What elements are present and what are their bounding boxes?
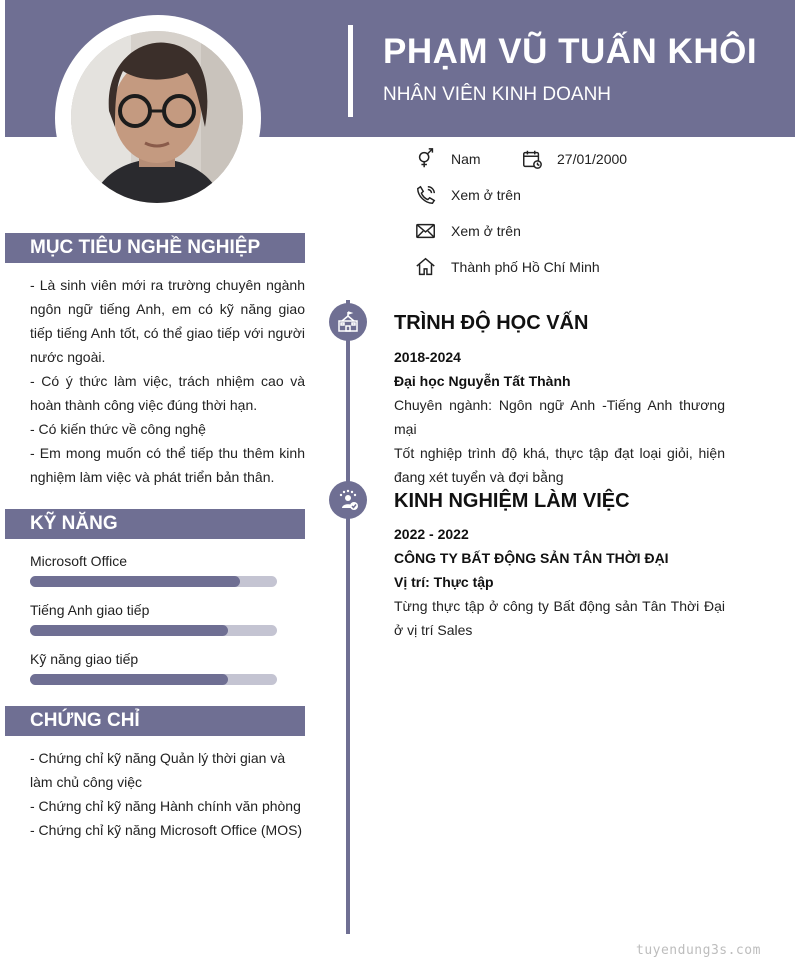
objective-text — [30, 273, 305, 489]
skill-bar — [30, 576, 277, 587]
education-school: Đại học Nguyễn Tất Thành — [394, 373, 571, 389]
education-heading: TRÌNH ĐỘ HỌC VẤN — [394, 312, 589, 334]
objective-line: - Có ý thức làm việc, trách nhiệm cao và hoàn thành công việc đúng thời hạn. — [30, 373, 305, 413]
skill-label: Tiếng Anh giao tiếp — [30, 602, 150, 618]
timeline-line — [346, 300, 350, 934]
school-icon — [329, 303, 367, 341]
job-title: NHÂN VIÊN KINH DOANH — [383, 84, 612, 105]
experience-details — [394, 522, 725, 642]
avatar-photo — [71, 31, 243, 203]
avatar — [71, 31, 243, 203]
skill-bar — [30, 674, 277, 685]
certificates-text — [30, 746, 305, 842]
contact-phone — [415, 184, 521, 206]
certificates-heading: CHỨNG CHỈ — [5, 706, 305, 736]
education-note: Tốt nghiệp trình độ khá, thực tập đạt loại giỏi, hiện đang xét tuyển và đợi bằng — [394, 445, 725, 485]
team-icon — [329, 481, 367, 519]
skill-bar-fill — [30, 674, 228, 685]
education-details — [394, 345, 725, 489]
watermark: tuyendung3s.com — [636, 943, 761, 958]
gender-icon — [415, 148, 437, 170]
education-major: Chuyên ngành: Ngôn ngữ Anh -Tiếng Anh thương mại — [394, 397, 725, 437]
objective-line: - Có kiến thức về công nghệ — [30, 421, 206, 437]
phone-icon — [415, 184, 437, 206]
objective-line: - Là sinh viên mới ra trường chuyên ngành ngôn ngữ tiếng Anh, em có kỹ năng giao tiếp tiếng Anh tốt, có thể giao tiếp với người nước ngoài. — [30, 277, 305, 365]
address-value: Thành phố Hồ Chí Minh — [451, 259, 600, 275]
skill-label: Microsoft Office — [30, 553, 127, 569]
contact-address — [415, 256, 600, 278]
objective-heading: MỤC TIÊU NGHỀ NGHIỆP — [5, 233, 305, 263]
education-period: 2018-2024 — [394, 349, 461, 365]
contact-birthday — [521, 148, 627, 170]
home-icon — [415, 256, 437, 278]
experience-company: CÔNG TY BẤT ĐỘNG SẢN TÂN THỜI ĐẠI — [394, 550, 669, 566]
full-name: PHẠM VŨ TUẤN KHÔI — [383, 32, 758, 71]
experience-heading: KINH NGHIỆM LÀM VIỆC — [394, 490, 630, 512]
mail-icon — [415, 220, 437, 242]
skill-bar-fill — [30, 625, 228, 636]
name-divider — [348, 25, 353, 117]
skill-bar — [30, 625, 277, 636]
experience-description: Từng thực tập ở công ty Bất động sản Tân Thời Đại ở vị trí Sales — [394, 598, 725, 638]
contact-email — [415, 220, 521, 242]
certificate-line: - Chứng chỉ kỹ năng Microsoft Office (MOS) — [30, 822, 303, 838]
contact-gender — [415, 148, 481, 170]
certificate-line: - Chứng chỉ kỹ năng Hành chính văn phòng — [30, 798, 301, 814]
objective-line: - Em mong muốn có thể tiếp thu thêm kinh nghiệm làm việc và phát triển bản thân. — [30, 445, 305, 485]
birthday-value: 27/01/2000 — [557, 151, 628, 167]
gender-value: Nam — [451, 151, 481, 167]
calendar-icon — [521, 148, 543, 170]
skills-heading: KỸ NĂNG — [5, 509, 305, 539]
certificate-line: - Chứng chỉ kỹ năng Quản lý thời gian và làm chủ công việc — [30, 750, 286, 790]
phone-value: Xem ở trên — [451, 187, 521, 203]
experience-position: Vị trí: Thực tập — [394, 574, 494, 590]
experience-period: 2022 - 2022 — [394, 526, 469, 542]
email-value: Xem ở trên — [451, 223, 521, 239]
skill-label: Kỹ năng giao tiếp — [30, 651, 139, 667]
skill-bar-fill — [30, 576, 240, 587]
